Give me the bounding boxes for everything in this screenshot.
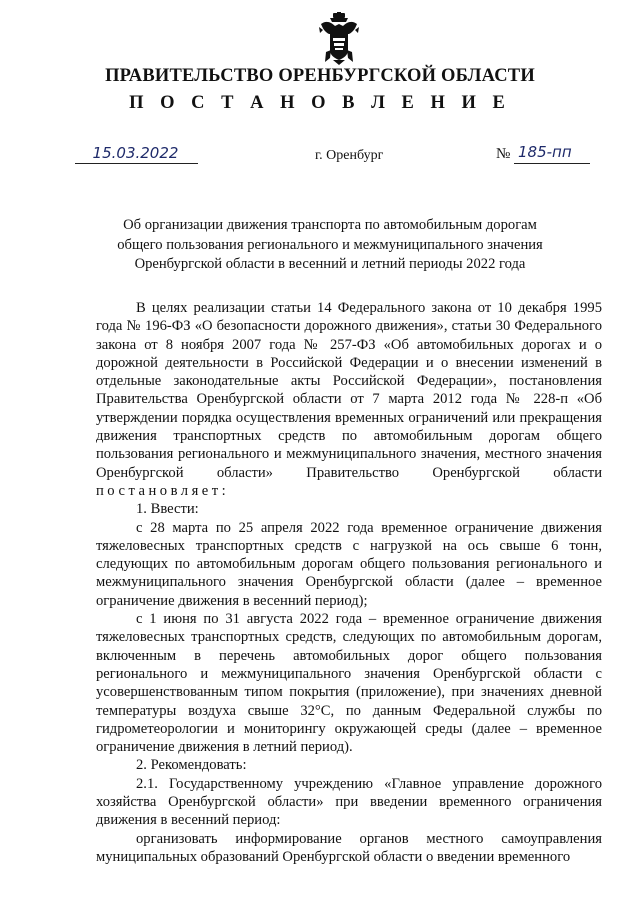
- number-underline: [514, 163, 590, 164]
- document-heading: [80, 216, 580, 275]
- heading-line: общего пользования регионального и межмуниципального значения: [117, 236, 543, 253]
- date-underline: [75, 163, 198, 164]
- intro-text: В целях реализации статьи 14 Федерального закона от 10 декабря 1995 года № 196-ФЗ «О безопасности дорожного движения», статьи 30 Федерального закона от 8 ноября 2007 года № 257-ФЗ «Об автомобильных дорогах и о дорожной деятельности в Российской Федерации и о внесении изменений в отдельные законодательные акты Российской Федерации», постановления Правительства Оренбургской области от 7 марта 2012 года № 228-п «Об утверждении порядка осуществления временных ограничений или прекращения движения транспортных средств по автомобильным дорогам общего пользования регионального и межмуниципального значения, местного значения Оренбургской области»: [96, 300, 602, 481]
- organization-title: ПРАВИТЕЛЬСТВО ОРЕНБУРГСКОЙ ОБЛАСТИ: [105, 66, 535, 86]
- document-number: 185-пп: [518, 143, 572, 161]
- coat-of-arms-emblem: [318, 12, 360, 66]
- number-sign: №: [496, 146, 511, 162]
- heading-line: Оренбургской области в весенний и летний периоды 2022 года: [134, 256, 526, 273]
- paragraph-1b: с 1 июня по 31 августа 2022 года – временное ограничение движения тяжеловесных транспортных средств, следующих по автомобильным дорогам, включенным в перечень автомобильных дорог общего пользования регионального и межмуниципального значения Оренбургской области с усовершенствованным типом покрытия (приложение), при значениях дневной температуры воздуха свыше 32°С, по данным Федеральной службы по гидрометеорологии и мониторингу окружающей среды (далее – временное ограничение движения в летний период).: [96, 611, 602, 756]
- document-city: г. Оренбург: [315, 148, 384, 163]
- paragraph-2: 2. Рекомендовать:: [136, 757, 247, 774]
- intro-tail: Правительство Оренбургской области: [306, 464, 602, 481]
- paragraph-2-1: 2.1. Государственному учреждению «Главное управление дорожного хозяйства Оренбургской области» при введении временного ограничения движения в весенний период:: [96, 775, 602, 829]
- paragraph-2-1a: организовать информирование органов местного самоуправления муниципальных образований Оренбургской области о введении временного: [96, 830, 602, 865]
- document-meta-row: [0, 140, 640, 166]
- document-date: 15.03.2022: [92, 144, 179, 162]
- document-body: [96, 299, 602, 866]
- paragraph-1a: с 28 марта по 25 апреля 2022 года временное ограничение движения тяжеловесных транспортных средств с нагрузкой на ось свыше 6 тонн, следующих по автомобильным дорогам общего пользования регионального и межмуниципального значения Оренбургской области (далее – временное ограничение движения в весенний период);: [96, 519, 602, 609]
- intro-paragraph: [96, 299, 602, 500]
- document-type-title: П О С Т А Н О В Л Е Н И Е: [129, 93, 511, 113]
- paragraph-1: 1. Ввести:: [136, 501, 199, 518]
- heading-line: Об организации движения транспорта по автомобильным дорогам: [123, 217, 537, 233]
- decree-word: постановляет:: [96, 482, 230, 499]
